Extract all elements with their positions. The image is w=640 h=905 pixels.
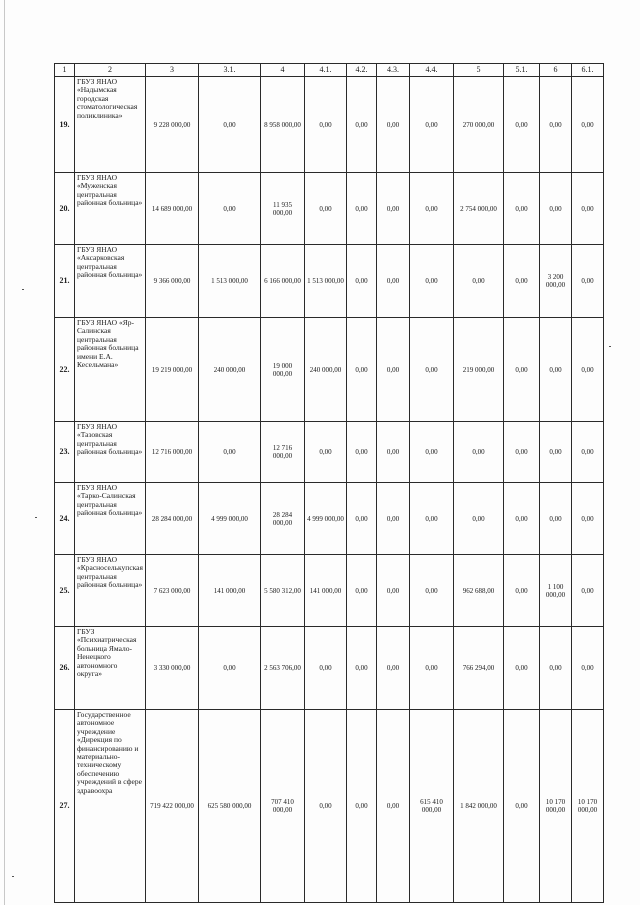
amount-cell: 0,00 <box>453 422 503 483</box>
amount-cell: 12 716 000,00 <box>260 422 304 483</box>
amount-cell: 0,00 <box>539 318 571 422</box>
amount-cell: 0,00 <box>376 77 409 173</box>
institution-name: ГБУЗ ЯНАО «Аксарковская центральная районная больница» <box>75 245 146 318</box>
amount-cell: 0,00 <box>376 173 409 245</box>
amount-cell: 0,00 <box>376 422 409 483</box>
col-header: 1 <box>55 64 75 77</box>
amount-cell: 0,00 <box>571 318 603 422</box>
scan-speck <box>609 346 611 347</box>
header-row <box>55 64 604 77</box>
amount-cell: 0,00 <box>346 710 376 903</box>
amount-cell: 719 422 000,00 <box>145 710 198 903</box>
amount-cell: 1 513 000,00 <box>304 245 346 318</box>
amount-cell: 0,00 <box>346 245 376 318</box>
amount-cell: 1 842 000,00 <box>453 710 503 903</box>
institution-name: ГБУЗ «Психиатрическая больница Ямало-Ненецкого автономного округа» <box>75 627 146 710</box>
amount-cell: 1 100 000,00 <box>539 555 571 627</box>
amount-cell: 19 000 000,00 <box>260 318 304 422</box>
amount-cell: 0,00 <box>198 77 260 173</box>
institution-name: ГБУЗ ЯНАО «Яр-Салинская центральная районная больница имени Е.А. Кесельмана» <box>75 318 146 422</box>
amount-cell: 7 623 000,00 <box>145 555 198 627</box>
amount-cell: 0,00 <box>304 77 346 173</box>
amount-cell: 962 688,00 <box>453 555 503 627</box>
institution-name: ГБУЗ ЯНАО «Муженская центральная районная больница» <box>75 173 146 245</box>
amount-cell: 12 716 000,00 <box>145 422 198 483</box>
col-header: 6.1. <box>571 64 603 77</box>
amount-cell: 0,00 <box>503 483 539 555</box>
col-header: 5.1. <box>503 64 539 77</box>
amount-cell: 9 228 000,00 <box>145 77 198 173</box>
amount-cell: 0,00 <box>503 422 539 483</box>
col-header: 6 <box>539 64 571 77</box>
amount-cell: 0,00 <box>409 173 453 245</box>
scan-speck <box>22 289 24 290</box>
amount-cell: 11 935 000,00 <box>260 173 304 245</box>
scan-speck <box>12 876 14 877</box>
table-row <box>55 77 604 173</box>
amount-cell: 0,00 <box>503 710 539 903</box>
amount-cell: 141 000,00 <box>304 555 346 627</box>
amount-cell: 219 000,00 <box>453 318 503 422</box>
col-header: 3.1. <box>198 64 260 77</box>
budget-table <box>54 63 604 903</box>
amount-cell: 0,00 <box>503 627 539 710</box>
amount-cell: 0,00 <box>198 173 260 245</box>
amount-cell: 615 410 000,00 <box>409 710 453 903</box>
amount-cell: 141 000,00 <box>198 555 260 627</box>
amount-cell: 0,00 <box>376 627 409 710</box>
amount-cell: 0,00 <box>304 422 346 483</box>
amount-cell: 0,00 <box>571 173 603 245</box>
amount-cell: 0,00 <box>198 627 260 710</box>
amount-cell: 0,00 <box>503 318 539 422</box>
amount-cell: 4 999 000,00 <box>304 483 346 555</box>
amount-cell: 240 000,00 <box>304 318 346 422</box>
amount-cell: 0,00 <box>539 422 571 483</box>
amount-cell: 0,00 <box>503 555 539 627</box>
col-header: 4.2. <box>346 64 376 77</box>
amount-cell: 0,00 <box>503 173 539 245</box>
amount-cell: 0,00 <box>539 627 571 710</box>
amount-cell: 0,00 <box>409 483 453 555</box>
amount-cell: 0,00 <box>453 245 503 318</box>
table-row <box>55 555 604 627</box>
col-header: 4 <box>260 64 304 77</box>
scan-edge-line <box>4 0 5 905</box>
amount-cell: 0,00 <box>539 483 571 555</box>
amount-cell: 0,00 <box>304 627 346 710</box>
amount-cell: 0,00 <box>571 245 603 318</box>
amount-cell: 5 580 312,00 <box>260 555 304 627</box>
amount-cell: 2 754 000,00 <box>453 173 503 245</box>
amount-cell: 14 689 000,00 <box>145 173 198 245</box>
col-header: 2 <box>75 64 146 77</box>
amount-cell: 0,00 <box>539 77 571 173</box>
institution-name: ГБУЗ ЯНАО «Красноселькупская центральная районная больница» <box>75 555 146 627</box>
col-header: 4.1. <box>304 64 346 77</box>
amount-cell: 707 410 000,00 <box>260 710 304 903</box>
row-number: 26. <box>55 627 75 710</box>
amount-cell: 0,00 <box>346 422 376 483</box>
amount-cell: 28 284 000,00 <box>260 483 304 555</box>
amount-cell: 6 166 000,00 <box>260 245 304 318</box>
amount-cell: 0,00 <box>571 483 603 555</box>
amount-cell: 0,00 <box>409 422 453 483</box>
institution-name: ГБУЗ ЯНАО «Надымская городская стоматологическая поликлиника» <box>75 77 146 173</box>
col-header: 5 <box>453 64 503 77</box>
amount-cell: 0,00 <box>571 422 603 483</box>
table-row <box>55 173 604 245</box>
amount-cell: 0,00 <box>346 627 376 710</box>
row-number: 20. <box>55 173 75 245</box>
amount-cell: 0,00 <box>346 483 376 555</box>
table-row <box>55 710 604 903</box>
institution-name: ГБУЗ ЯНАО «Тарко-Салинская центральная районная больница» <box>75 483 146 555</box>
table-row <box>55 483 604 555</box>
amount-cell: 0,00 <box>571 77 603 173</box>
amount-cell: 766 294,00 <box>453 627 503 710</box>
amount-cell: 0,00 <box>503 77 539 173</box>
amount-cell: 4 999 000,00 <box>198 483 260 555</box>
col-header: 3 <box>145 64 198 77</box>
scan-speck <box>35 517 37 518</box>
row-number: 25. <box>55 555 75 627</box>
amount-cell: 0,00 <box>453 483 503 555</box>
amount-cell: 8 958 000,00 <box>260 77 304 173</box>
institution-name: ГБУЗ ЯНАО «Тазовская центральная районная больница» <box>75 422 146 483</box>
amount-cell: 0,00 <box>571 627 603 710</box>
amount-cell: 240 000,00 <box>198 318 260 422</box>
institution-name: Государственное автономное учреждение «Дирекция по финансированию и материально-техническому обеспечению учреждений в сфере здравоохра <box>75 710 146 903</box>
amount-cell: 270 000,00 <box>453 77 503 173</box>
col-header: 4.4. <box>409 64 453 77</box>
col-header: 4.3. <box>376 64 409 77</box>
amount-cell: 0,00 <box>198 422 260 483</box>
amount-cell: 0,00 <box>539 173 571 245</box>
table-row <box>55 318 604 422</box>
amount-cell: 0,00 <box>409 555 453 627</box>
amount-cell: 0,00 <box>409 77 453 173</box>
table-row <box>55 422 604 483</box>
amount-cell: 0,00 <box>346 173 376 245</box>
amount-cell: 0,00 <box>409 627 453 710</box>
amount-cell: 10 170 000,00 <box>539 710 571 903</box>
table-row <box>55 627 604 710</box>
row-number: 21. <box>55 245 75 318</box>
amount-cell: 0,00 <box>346 318 376 422</box>
amount-cell: 0,00 <box>503 245 539 318</box>
amount-cell: 0,00 <box>376 318 409 422</box>
amount-cell: 0,00 <box>409 245 453 318</box>
amount-cell: 0,00 <box>376 710 409 903</box>
table-row <box>55 245 604 318</box>
amount-cell: 0,00 <box>376 245 409 318</box>
amount-cell: 0,00 <box>304 710 346 903</box>
amount-cell: 10 170 000,00 <box>571 710 603 903</box>
amount-cell: 19 219 000,00 <box>145 318 198 422</box>
amount-cell: 0,00 <box>376 555 409 627</box>
row-number: 23. <box>55 422 75 483</box>
amount-cell: 0,00 <box>376 483 409 555</box>
amount-cell: 1 513 000,00 <box>198 245 260 318</box>
row-number: 27. <box>55 710 75 903</box>
amount-cell: 0,00 <box>304 173 346 245</box>
amount-cell: 0,00 <box>346 77 376 173</box>
amount-cell: 625 580 000,00 <box>198 710 260 903</box>
row-number: 22. <box>55 318 75 422</box>
amount-cell: 2 563 706,00 <box>260 627 304 710</box>
row-number: 19. <box>55 77 75 173</box>
amount-cell: 28 284 000,00 <box>145 483 198 555</box>
amount-cell: 0,00 <box>571 555 603 627</box>
amount-cell: 9 366 000,00 <box>145 245 198 318</box>
amount-cell: 0,00 <box>409 318 453 422</box>
amount-cell: 0,00 <box>346 555 376 627</box>
row-number: 24. <box>55 483 75 555</box>
amount-cell: 3 200 000,00 <box>539 245 571 318</box>
amount-cell: 3 330 000,00 <box>145 627 198 710</box>
